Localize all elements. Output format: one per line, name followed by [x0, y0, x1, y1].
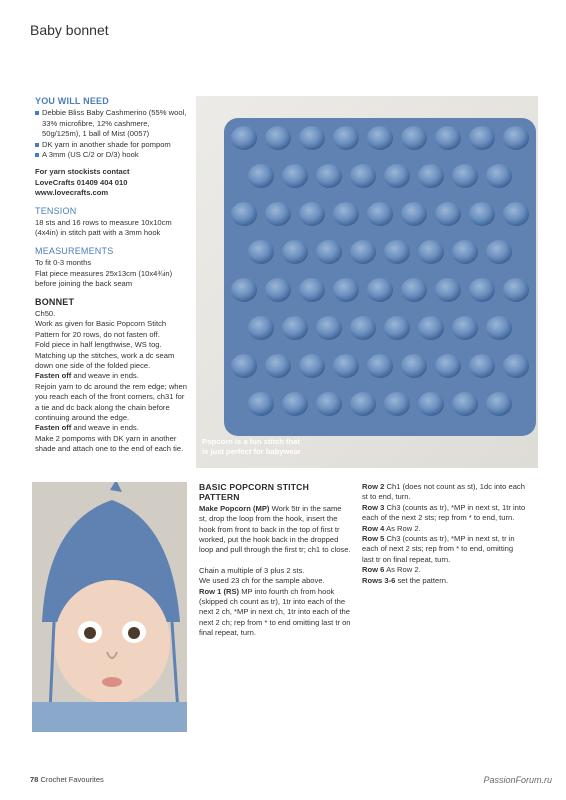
magazine-name: Crochet Favourites	[40, 775, 104, 784]
swatch-body	[224, 118, 536, 436]
bonnet-heading: BONNET	[35, 296, 75, 307]
popcorn-bobble	[350, 240, 376, 264]
stitch-instruction	[362, 524, 527, 534]
popcorn-bobble	[265, 202, 291, 226]
bonnet-step: Matching up the stitches, work a dc seam down one side of the folded piece.	[35, 350, 175, 370]
stitch-instruction	[362, 482, 527, 503]
popcorn-bobble	[401, 202, 427, 226]
bonnet-step-text: and weave in ends.	[71, 371, 139, 381]
tension-text: 18 sts and 16 rows to measure 10x10cm (4x4in) in stitch patt with a 3mm hook	[35, 218, 172, 238]
bonnet-step-bold: Fasten off	[35, 423, 72, 433]
popcorn-bobble	[486, 316, 512, 340]
instruction-label: Row 1 (RS)	[199, 586, 240, 596]
bonnet-step-text: and weave in ends.	[71, 423, 139, 433]
you-will-need-heading: YOU WILL NEED	[35, 96, 109, 106]
you-will-need-section	[35, 96, 187, 199]
instruction-label: Row 5	[362, 534, 385, 544]
stitch-instruction	[362, 503, 527, 524]
bonnet-step: Fold piece in half lengthwise, WS tog.	[35, 340, 162, 350]
popcorn-bobble	[469, 278, 495, 302]
stockists-phone: LoveCrafts 01409 404 010	[35, 177, 128, 187]
instruction-text: Ch3 (counts as tr), *MP in next st, tr in each of next 2 sts; rep from * to end, omitting last tr on final repeat, turn.	[362, 534, 515, 564]
bonnet-step: Ch50.	[35, 308, 56, 318]
popcorn-bobble	[418, 392, 444, 416]
popcorn-bobble	[299, 126, 325, 150]
popcorn-bobble	[333, 278, 359, 302]
popcorn-bobble	[282, 392, 308, 416]
page-footer	[30, 775, 104, 784]
popcorn-bobble	[384, 316, 410, 340]
instruction-text: Ch1 (does not count as st), 1dc into each st to end, turn.	[362, 482, 525, 502]
popcorn-bobble	[503, 126, 529, 150]
stitch-pattern-column	[199, 482, 351, 639]
popcorn-bobble	[469, 126, 495, 150]
popcorn-bobble	[367, 202, 393, 226]
materials-item: Debbie Bliss Baby Cashmerino (55% wool, 33% microfibre, 12% cashmere, 50g/125m), 1 ball of Mist (0057)	[35, 108, 187, 139]
popcorn-bobble	[282, 164, 308, 188]
stitch-instruction	[362, 576, 527, 586]
popcorn-bobble	[316, 316, 342, 340]
popcorn-bobble	[231, 354, 257, 378]
popcorn-bobble	[282, 240, 308, 264]
popcorn-bobble	[384, 164, 410, 188]
popcorn-bobble	[486, 392, 512, 416]
popcorn-bobble	[350, 164, 376, 188]
instruction-text: As Row 2.	[384, 565, 421, 575]
stitch-instruction	[199, 587, 351, 639]
popcorn-bobble	[401, 354, 427, 378]
popcorn-bobble	[316, 240, 342, 264]
popcorn-bobble	[367, 278, 393, 302]
stitch-instruction	[362, 565, 527, 575]
popcorn-bobble	[333, 126, 359, 150]
popcorn-bobble	[435, 126, 461, 150]
popcorn-bobble	[333, 202, 359, 226]
popcorn-bobble	[265, 278, 291, 302]
materials-list	[35, 108, 187, 160]
popcorn-bobble	[299, 278, 325, 302]
popcorn-bobble	[231, 202, 257, 226]
popcorn-bobble	[418, 316, 444, 340]
materials-item: A 3mm (US C/2 or D/3) hook	[35, 150, 187, 160]
tension-section	[35, 206, 187, 239]
popcorn-bobble	[231, 278, 257, 302]
measurements-line: To fit 0-3 months	[35, 258, 92, 268]
swatch-illustration	[196, 96, 538, 468]
measurements-heading: MEASUREMENTS	[35, 245, 114, 256]
instruction-label: Make Popcorn (MP)	[199, 503, 270, 513]
popcorn-bobble	[486, 240, 512, 264]
instruction-text: Work 5tr in the same st, drop the loop from the hook, insert the hook from front to back in the top of first tr worked, put the hook back in the dropped loop and pull through the first tr; ch1 to close.	[199, 503, 351, 555]
popcorn-bobble	[350, 392, 376, 416]
measurements-section	[35, 246, 187, 290]
popcorn-bobble	[435, 278, 461, 302]
bonnet-step	[35, 423, 187, 433]
popcorn-bobble	[401, 278, 427, 302]
popcorn-bobble	[435, 354, 461, 378]
popcorn-bobble	[469, 354, 495, 378]
page-title: Baby bonnet	[30, 22, 109, 38]
bonnet-step-bold: Fasten off	[35, 371, 72, 381]
instruction-label: Row 3	[362, 502, 385, 512]
instruction-text: set the pattern.	[395, 575, 449, 585]
popcorn-bobble	[418, 240, 444, 264]
popcorn-swatch-photo	[196, 96, 538, 468]
baby-illustration	[32, 482, 187, 732]
popcorn-bobble	[248, 392, 274, 416]
popcorn-bobble	[418, 164, 444, 188]
baby-bonnet-photo	[32, 482, 187, 732]
popcorn-bobble	[316, 164, 342, 188]
bonnet-section	[35, 297, 187, 455]
stitch-instruction	[362, 534, 527, 565]
tension-heading: TENSION	[35, 205, 77, 216]
stitch-instruction: We used 23 ch for the sample above.	[199, 576, 325, 586]
popcorn-bobble	[367, 126, 393, 150]
instruction-label: Row 4	[362, 523, 385, 533]
watermark-text: PassionForum.ru	[483, 775, 552, 785]
instruction-label: Rows 3-6	[362, 575, 396, 585]
caption-line: Popcorn is a fun stitch that	[202, 437, 300, 446]
popcorn-bobble	[503, 354, 529, 378]
popcorn-bobble	[401, 126, 427, 150]
left-column	[35, 96, 187, 462]
popcorn-bobble	[486, 164, 512, 188]
measurements-line: Flat piece measures 25x13cm (10x4¾in) before joining the back seam	[35, 268, 173, 289]
popcorn-bobble	[333, 354, 359, 378]
popcorn-bobble	[452, 240, 478, 264]
popcorn-bobble	[299, 202, 325, 226]
popcorn-bobble	[367, 354, 393, 378]
stitch-instruction: Chain a multiple of 3 plus 2 sts.	[199, 565, 305, 575]
popcorn-bobble	[248, 164, 274, 188]
popcorn-bobble	[299, 354, 325, 378]
popcorn-bobble	[452, 316, 478, 340]
stitch-instruction	[199, 504, 351, 556]
stitch-pattern-heading: BASIC POPCORN STITCH PATTERN	[199, 482, 309, 503]
popcorn-bobble	[316, 392, 342, 416]
bonnet-step: Rejoin yarn to dc around the rem edge; when you reach each of the front corners, ch31 for a tie and dc back along the chain before continuing around the edge.	[35, 381, 187, 422]
bonnet-step: Make 2 pompoms with DK yarn in another shade and attach one to the end of each tie.	[35, 433, 184, 454]
popcorn-bobble	[435, 202, 461, 226]
popcorn-bobble	[248, 240, 274, 264]
instruction-text: As Row 2.	[384, 523, 421, 533]
caption-line: is just perfect for babywear	[202, 447, 301, 456]
instruction-text: MP into fourth ch from hook (skipped ch count as tr), 1tr into each of the next 2 ch, *MP in next ch, 1tr into each of the next 2 ch; rep from * to end omitting last tr on final repeat, turn.	[199, 586, 351, 638]
popcorn-bobble	[265, 126, 291, 150]
popcorn-bobble	[452, 164, 478, 188]
popcorn-bobble	[384, 392, 410, 416]
stockists-line: For yarn stockists contact	[35, 167, 130, 177]
bonnet-step: Work as given for Basic Popcorn Stitch Pattern for 20 rows, do not fasten off.	[35, 319, 167, 339]
popcorn-bobble	[469, 202, 495, 226]
bonnet-step	[35, 371, 187, 381]
instruction-text: Ch3 (counts as tr), *MP in next st, 1tr into each of the next 2 sts; rep from * to end, turn.	[362, 502, 526, 523]
popcorn-bobble	[265, 354, 291, 378]
materials-item: DK yarn in another shade for pompom	[35, 140, 187, 150]
photo-caption	[202, 437, 301, 457]
popcorn-bobble	[231, 126, 257, 150]
instruction-label: Row 2	[362, 482, 385, 491]
popcorn-bobble	[384, 240, 410, 264]
popcorn-bobble	[503, 278, 529, 302]
popcorn-bobble	[503, 202, 529, 226]
popcorn-bobble	[248, 316, 274, 340]
popcorn-bobble	[350, 316, 376, 340]
stitch-pattern-rows-column	[362, 482, 527, 586]
popcorn-bobble	[452, 392, 478, 416]
instruction-label: Row 6	[362, 565, 385, 575]
page-number: 78	[30, 775, 39, 784]
popcorn-bobble	[282, 316, 308, 340]
stockists-url[interactable]: www.lovecrafts.com	[35, 188, 109, 198]
